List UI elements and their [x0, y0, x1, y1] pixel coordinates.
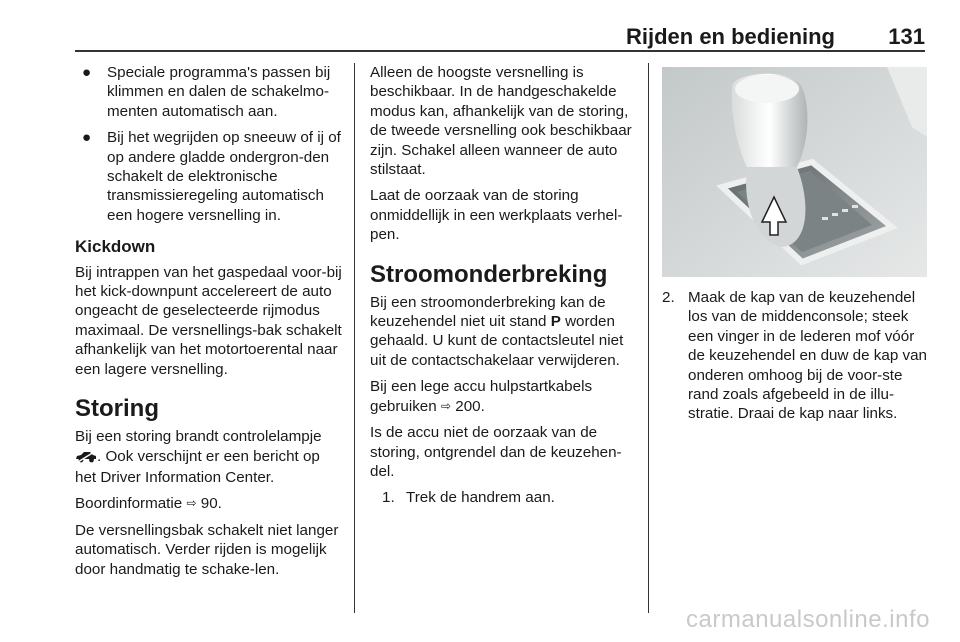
kickdown-heading: Kickdown — [75, 237, 156, 257]
section-heading: Stroomonderbreking — [370, 260, 608, 288]
list-item: 2. Maak de kap van de keuzehendel los van de middenconsole; steek een vinger in de lederen mof vóór de keuzehendel en duw de kap van onderen omhoog bij de voor-ste rand zoals afgebeeld in de illu-stratie. Draai de kap naar links. — [662, 289, 927, 423]
step-list — [662, 288, 927, 424]
gear-lever-illustration — [662, 67, 927, 277]
kickdown-text: Bij intrappen van het gaspedaal voor-bij het kick-downpunt accelereert de auto ongeacht de geselecteerde rijmodus maximaal. De versnellings-bak schakelt afhankelijk van het motortoerental naar een lagere versnelling. — [75, 263, 342, 378]
header-rule — [75, 50, 925, 52]
page-reference-link[interactable]: 200. — [455, 397, 485, 415]
final-text: De versnellingsbak schakelt niet langer automatisch. Verder rijden is mogelijk door handmatig te schake-len. — [75, 521, 339, 578]
bullet-icon: ● — [82, 64, 92, 81]
paragraph: Laat de oorzaak van de storing onmiddellijk in een werkplaats verhel-pen. — [370, 187, 623, 244]
step-list — [370, 488, 635, 507]
page-number: 131 — [888, 24, 925, 49]
list-item: ● Bij het wegrijden op sneeuw of ij of op andere gladde ondergron-den schakelt de elektronische transmissieregeling automatisch een hogere versnelling in. — [82, 129, 341, 224]
paragraph: Bij een lege accu hulpstartkabels gebruiken ⇨ 200. — [370, 378, 593, 415]
column-3 — [662, 288, 927, 431]
gear-position-p: P — [550, 313, 561, 331]
car-warning-icon — [75, 449, 97, 468]
paragraph: Bij een stroomonderbreking kan de keuzehendel niet uit stand P worden gehaald. U kunt de contactsleutel niet uit de contactschakelaar verwijderen. — [370, 293, 624, 369]
paragraph: Alleen de hoogste versnelling is beschikbaar. In de handgeschakelde modus kan, afhankelijk van de storing, de tweede versnelling ook beschikbaar zijn. Schakel alleen wanneer de auto stilstaat. — [370, 64, 632, 179]
reference-arrow-icon: ⇨ — [186, 496, 197, 511]
column-1 — [75, 63, 343, 586]
column-divider — [648, 63, 649, 613]
page-reference-link[interactable]: 90. — [200, 495, 222, 513]
page-header — [75, 20, 925, 50]
header-title: Rijden en bediening — [625, 24, 835, 49]
bullet-list — [75, 63, 343, 225]
list-item: 1. Trek de handrem aan. — [382, 489, 555, 507]
storing-heading: Storing — [75, 395, 159, 423]
list-item: ● Speciale programma's passen bij klimmen en dalen de schakelmo-menten automatisch aan. — [82, 64, 331, 120]
column-divider — [354, 63, 355, 613]
column-2 — [370, 63, 635, 515]
bullet-icon: ● — [82, 129, 92, 147]
boordinfo-text: Boordinformatie ⇨ 90. — [75, 495, 222, 513]
paragraph: Is de accu niet de oorzaak van de storing, ontgrendel dan de keuzehen-del. — [370, 424, 622, 480]
storing-text: Bij een storing brandt controlelampje . Ook verschijnt er een bericht op het Driver Information Center. — [75, 428, 322, 486]
reference-arrow-icon: ⇨ — [440, 398, 452, 413]
watermark: carmanualsonline.info — [686, 606, 930, 633]
